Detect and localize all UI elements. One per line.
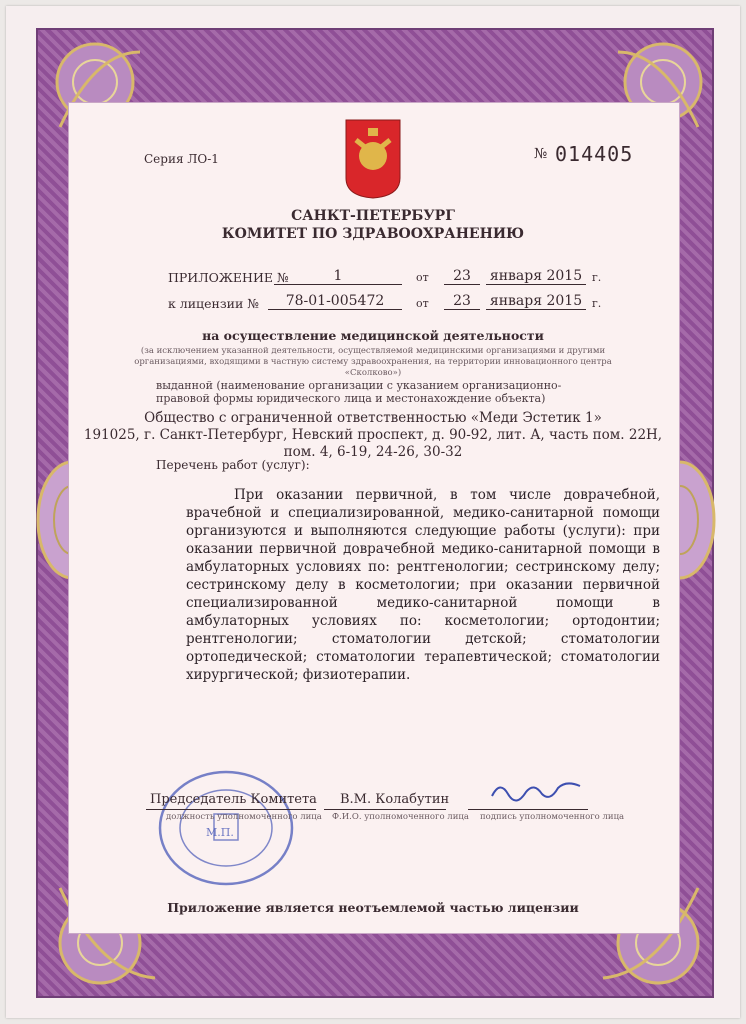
document-number: 014405 (555, 142, 634, 166)
license-date-prefix: от (416, 297, 429, 310)
series-label: Серия ЛО-1 (144, 152, 219, 166)
number-prefix: № (534, 146, 548, 162)
issued-line1: выданной (наименование организации с указанием организационно- (156, 379, 562, 392)
activity-note-line1: (за исключением указанной деятельности, осуществляемой медицинскими организациями и другими (140, 346, 606, 356)
appendix-year-suffix: г. (592, 271, 602, 284)
license-label: к лицензии № (168, 296, 260, 311)
organization-line1: Общество с ограниченной ответственностью «Меди Эстетик 1» (144, 410, 602, 426)
signatory-name: В.М. Колабутин (340, 792, 450, 807)
license-day: 23 (444, 293, 480, 310)
appendix-date-prefix: от (416, 271, 429, 284)
name-caption: Ф.И.О. уполномоченного лица (332, 812, 469, 822)
license-month-year: января 2015 (486, 293, 586, 310)
activity-heading: на осуществление медицинской деятельности (202, 328, 544, 343)
appendix-number: 1 (274, 268, 402, 285)
appendix-month-year: января 2015 (486, 268, 586, 285)
coat-of-arms-emblem (344, 118, 402, 200)
license-year-suffix: г. (592, 297, 602, 310)
license-number: 78-01-005472 (268, 293, 402, 310)
appendix-day: 23 (444, 268, 480, 285)
works-text: При оказании первичной, в том числе доврачебной, врачебной и специализированной, медико-санитарной помощи организуются и выполняются следующие работы (услуги): при оказании первичной доврачебной медико-санитарной помощи в амбулаторных условиях по: рентгенологии; сестринскому делу; сестринскому делу в косметологии; при оказании первичной специализированной медико-санитарной помощи в амбулаторных условиях по: косметологии; ортодонтии; рентгенологии; стоматологии детской; стоматологии ортопедической; стоматологии терапевтической; стоматологии хирургической; физиотерапии. (186, 487, 660, 683)
appendix-label: ПРИЛОЖЕНИЕ № (168, 270, 289, 285)
signatory-position: Председатель Комитета (150, 792, 317, 807)
city-title: САНКТ-ПЕТЕРБУРГ (291, 208, 455, 224)
committee-title: КОМИТЕТ ПО ЗДРАВООХРАНЕНИЮ (221, 226, 525, 242)
organization-line2: 191025, г. Санкт-Петербург, Невский проспект, д. 90-92, лит. А, часть пом. 22Н, (83, 427, 663, 443)
issued-line2: правовой формы юридического лица и местонахождение объекта) (156, 392, 546, 405)
organization-line3: пом. 4, 6-19, 24-26, 30-32 (283, 444, 463, 460)
handwritten-signature (486, 776, 586, 808)
activity-note-line2: организациями, входящими в частную систему здравоохранения, на территории инновационного центра (134, 357, 612, 367)
footer-note: Приложение является неотъемлемой частью лицензии (167, 900, 579, 915)
sign-caption: подпись уполномоченного лица (480, 812, 625, 822)
stamp-center-text: М.П. (206, 826, 234, 839)
activity-note-line3: «Сколково») (344, 368, 402, 378)
position-caption: должность уполномоченного лица (166, 812, 322, 822)
works-label: Перечень работ (услуг): (156, 458, 310, 472)
license-sheet (6, 6, 740, 1018)
